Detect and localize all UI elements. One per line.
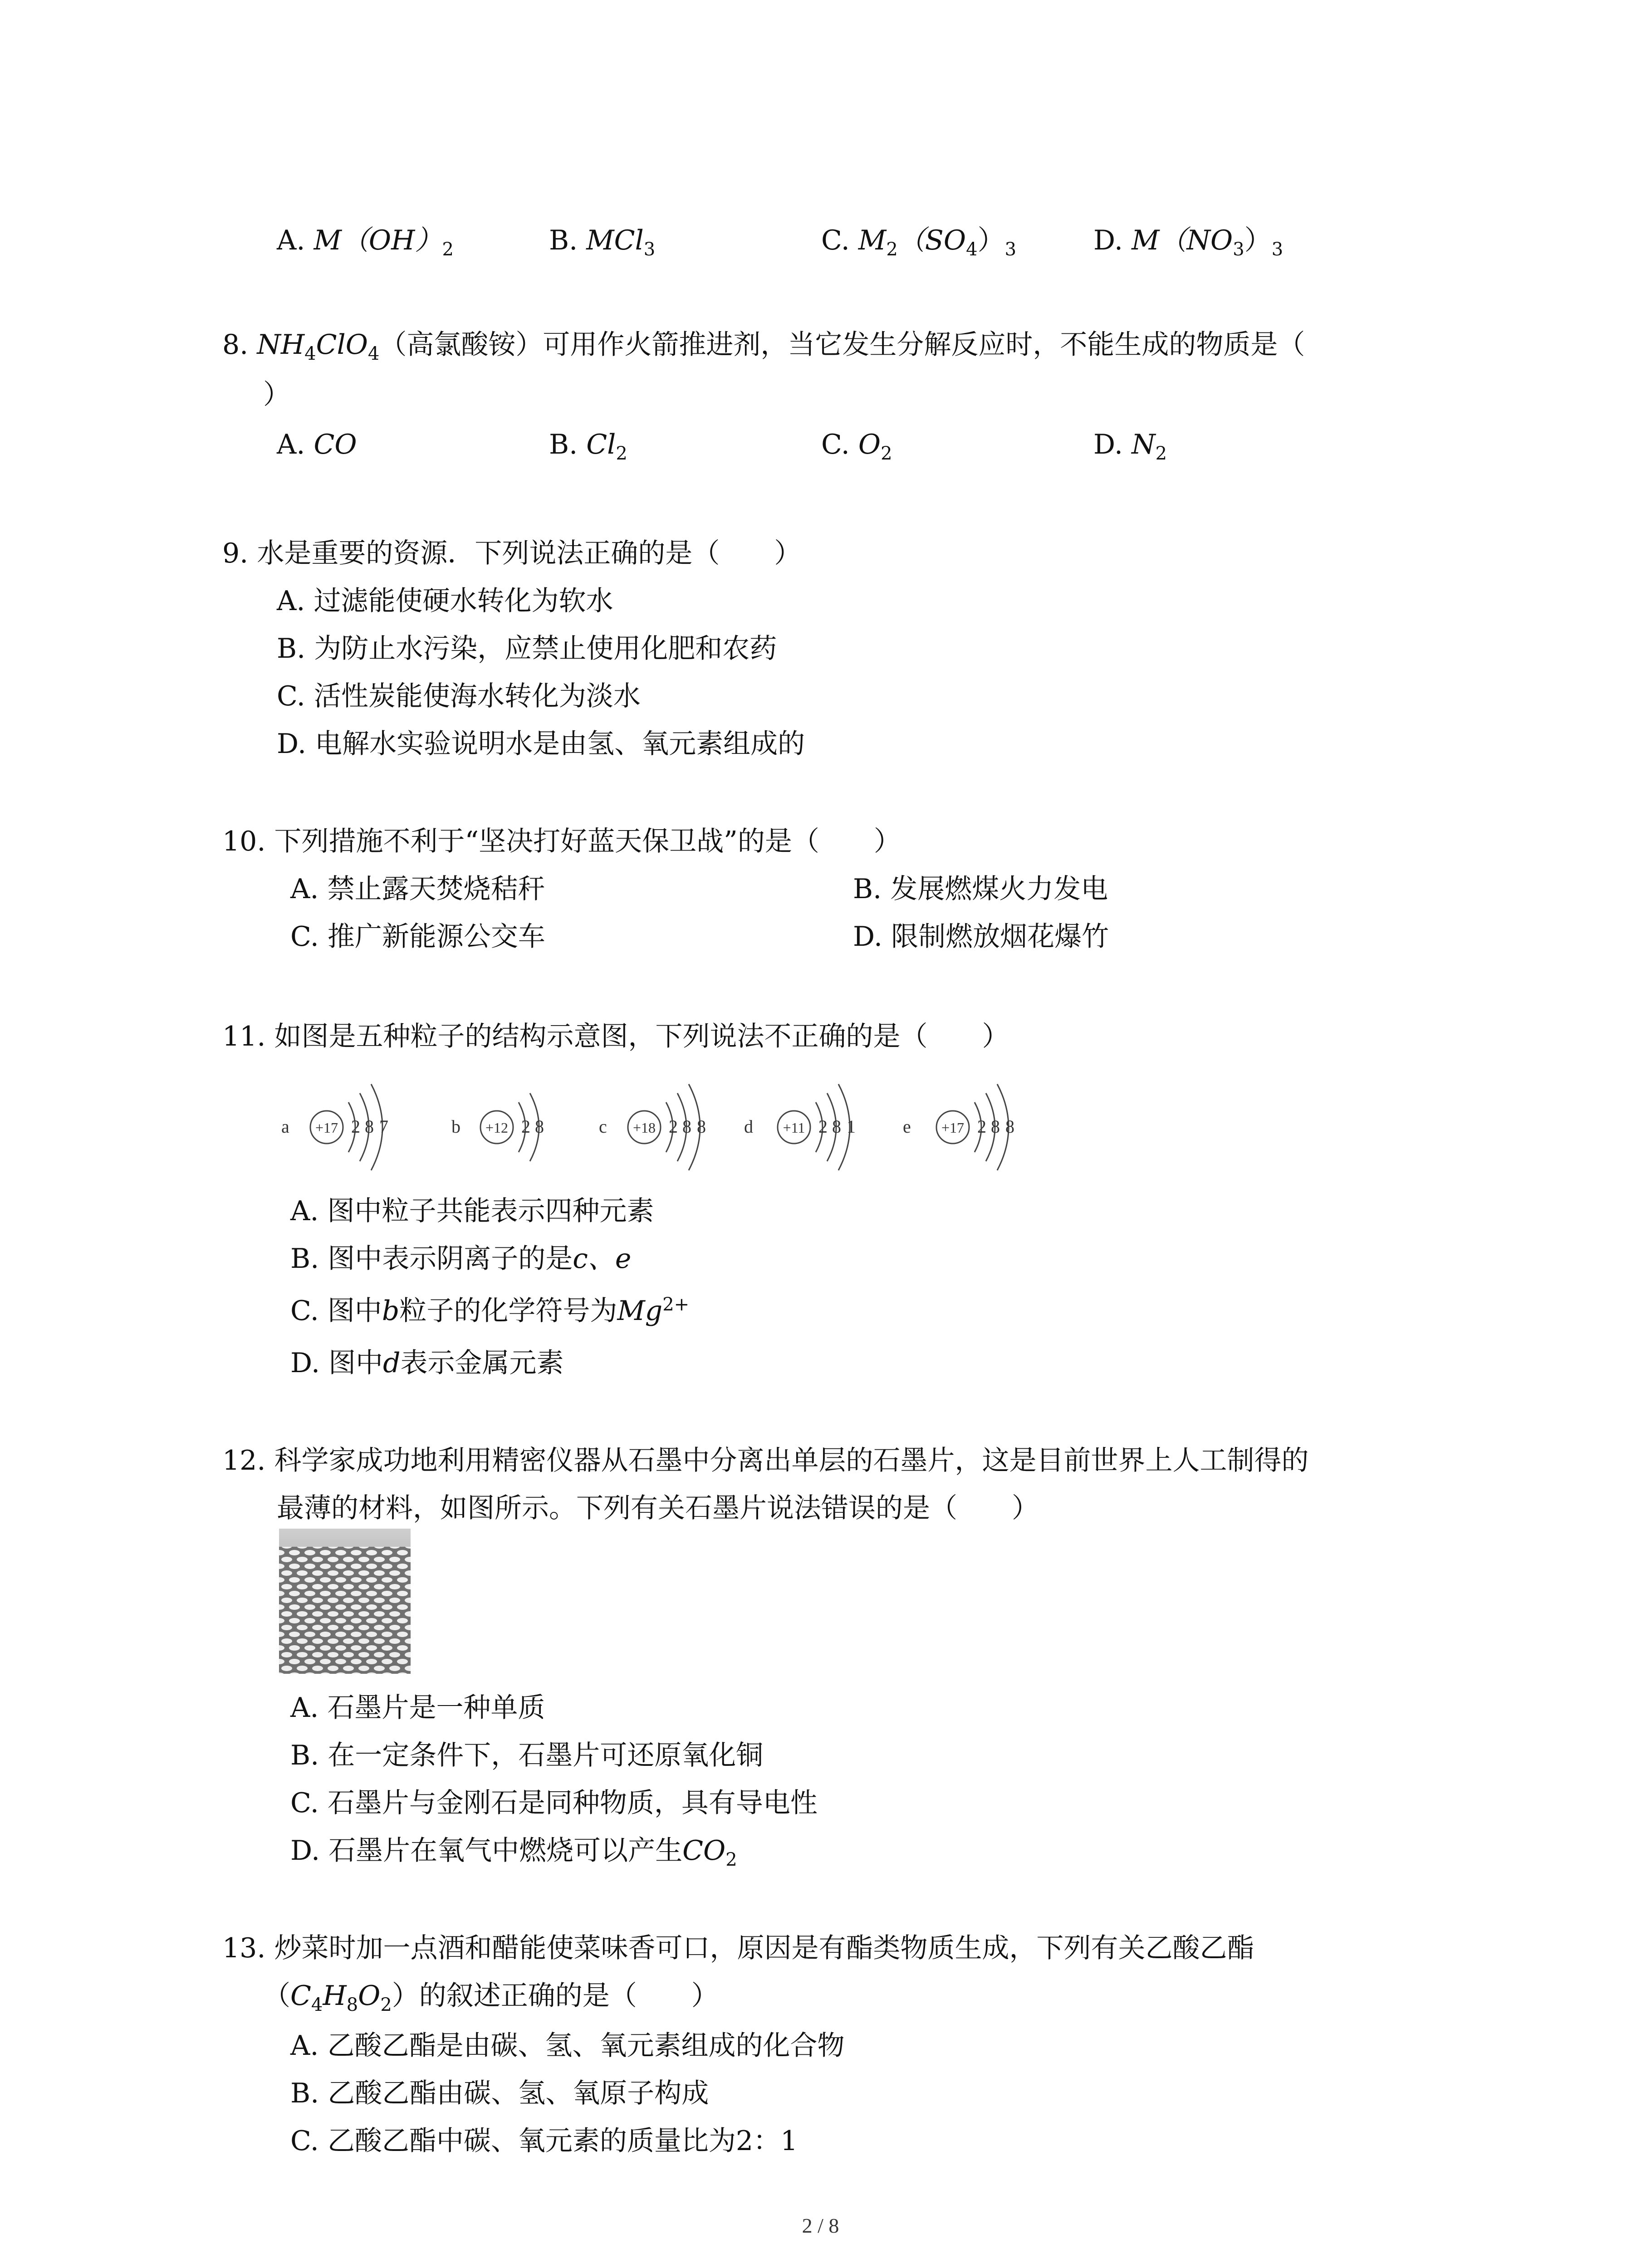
atom-a-nucleus: +17 [315,1119,338,1136]
atom-a-label: a [281,1116,289,1137]
q11-option-d [290,1345,564,1381]
q7-option-b-sub: 3 [643,239,656,260]
q11-option-b [290,1241,631,1277]
graphene-image [279,1529,411,1674]
q13-formula-h-sub: 8 [346,1994,358,2015]
q13-formula-o-sub: 2 [380,1994,392,2015]
q9-stem: 9. 水是重要的资源．下列说法正确的是（ ） [222,538,802,569]
q12-option-b: B. 在一定条件下，石墨片可还原氧化铜 [290,1740,764,1771]
q8-stem [222,327,1305,363]
page-number: 2 / 8 [802,2214,839,2237]
q12-option-d-text: D. 石墨片在氧气中燃烧可以产生 [290,1835,683,1867]
q8-option-c-formula: O [858,429,881,460]
q9-option-a: A. 过滤能使硬水转化为软水 [277,585,613,617]
atom-a-shell-2-count: 8 [365,1116,374,1137]
q13-formula-o: O [358,1980,381,2012]
q12-option-c: C. 石墨片与金刚石是同种物质，具有导电性 [290,1787,818,1819]
q11-stem: 11. 如图是五种粒子的结构示意图，下列说法不正确的是（ ） [222,1021,1009,1052]
atom-diagram-b [451,1093,544,1161]
q10-option-c: C. 推广新能源公交车 [290,921,545,953]
q8-option-a-label: A. [277,429,305,460]
q9-option-b: B. 为防止水污染，应禁止使用化肥和农药 [277,633,777,665]
q12-option-d [290,1833,737,1869]
q11-option-b-text: B. 图中表示阴离子的是 [290,1243,573,1275]
q10-option-a: A. 禁止露天焚烧秸秆 [290,873,545,905]
q7-option-c-sub-2: 4 [966,239,978,260]
q8-option-c-sub: 2 [881,443,892,464]
q8-option-a-formula: CO [314,429,357,460]
q8-option-a [277,426,357,463]
q8-formula-1-sub: 4 [304,343,316,364]
q7-option-c [821,222,1016,259]
q13-option-c: C. 乙酸乙酯中碳、氧元素的质量比为2：1 [290,2125,798,2157]
q8-option-d [1093,426,1167,463]
q12-option-d-sub: 2 [725,1849,737,1870]
q12-option-a: A. 石墨片是一种单质 [290,1692,545,1724]
q13-option-a: A. 乙酸乙酯是由碳、氢、氧元素组成的化合物 [290,2030,845,2062]
q11-option-c-symbol: Mg [617,1295,663,1327]
q7-option-c-sub-3: 3 [1004,239,1017,260]
q13-stem-close: ）的叙述正确的是（ ） [392,1980,719,2012]
atom-d-shell-2-count: 8 [832,1116,841,1137]
q12-stem-line-2: 最薄的材料，如图所示。下列有关石墨片说法错误的是（ ） [277,1492,1039,1524]
atom-e-nucleus: +17 [941,1119,965,1136]
q8-option-c [821,426,892,463]
atom-a-shell-3-count: 7 [379,1116,388,1137]
q7-option-b [549,222,655,259]
q12-stem-line-1: 12. 科学家成功地利用精密仪器从石墨中分离出单层的石墨片，这是目前世界上人工制得的 [222,1445,1309,1476]
q7-option-a-sub: 2 [442,239,454,260]
q10-option-d: D. 限制燃放烟花爆竹 [853,921,1109,953]
atom-c-shell-2-count: 8 [682,1116,691,1137]
q8-formula-2-sub: 4 [367,343,380,364]
q9-option-c: C. 活性炭能使海水转化为淡水 [277,680,641,712]
atom-c-shell-3-count: 8 [697,1116,706,1137]
q12-option-d-formula: CO [682,1835,726,1867]
q11-option-c-sup: 2+ [662,1294,690,1315]
atom-d-shell-3-count: 1 [847,1116,856,1137]
q7-option-c-sub-1: 2 [886,239,898,260]
q13-stem-line-1: 13. 炒菜时加一点酒和醋能使菜味香可口，原因是有酯类物质生成，下列有关乙酸乙酯 [222,1932,1254,1964]
atom-e-label: e [903,1116,911,1137]
q11-option-c-mid: 粒子的化学符号为 [399,1295,617,1327]
q8-option-b [549,426,627,463]
q7-option-c-formula-3: ） [977,225,1005,256]
q8-option-c-label: C. [821,429,850,460]
q11-option-a: A. 图中粒子共能表示四种元素 [290,1195,654,1227]
q7-option-b-label: B. [549,225,578,256]
q7-option-d-formula-2: ） [1244,225,1272,256]
atom-a-shell-1-count: 2 [351,1116,360,1137]
q8-number: 8. [222,329,249,361]
atom-c-nucleus: +18 [632,1119,656,1136]
atom-b-shell-1-count: 2 [521,1116,530,1137]
atom-d-label: d [744,1116,753,1137]
q11-option-c [290,1293,689,1329]
q8-formula-2: ClO [316,329,368,361]
q7-option-d [1093,222,1283,259]
q8-option-d-label: D. [1093,429,1123,460]
q7-option-d-label: D. [1093,225,1123,256]
atom-diagram-a [281,1084,388,1170]
q7-option-d-sub-2: 3 [1271,239,1283,260]
atom-diagram-d [744,1084,856,1170]
atom-e-shell-2-count: 8 [991,1116,1000,1137]
q8-option-b-formula: Cl [586,429,616,460]
q11-option-d-math: d [383,1347,401,1379]
q13-formula-h: H [323,1980,347,2012]
q7-option-a [277,222,454,259]
q13-open-paren: （ [263,1980,290,2012]
q8-stem-end: ） [263,379,290,411]
q9-option-d: D. 电解水实验说明水是由氢、氧元素组成的 [277,728,805,760]
atom-d-shell-1-count: 2 [818,1116,828,1137]
q11-option-d-text: D. 图中 [290,1347,383,1379]
q8-formula-1: NH [257,329,305,361]
q8-option-d-formula: N [1132,429,1156,460]
q7-option-b-formula: MCl [586,225,644,256]
q10-option-b: B. 发展燃煤火力发电 [853,873,1108,905]
atom-structure-diagrams [277,1059,1048,1195]
q13-option-b: B. 乙酸乙酯由碳、氢、氧原子构成 [290,2077,709,2109]
q13-formula-c-sub: 4 [311,1994,323,2015]
q11-option-c-math: b [382,1295,400,1327]
q13-formula-c: C [290,1980,311,2012]
atom-b-nucleus: +12 [485,1119,509,1136]
atom-e-shell-3-count: 8 [1005,1116,1014,1137]
atom-b-label: b [451,1116,460,1137]
atom-c-label: c [599,1116,607,1137]
q11-option-d-post: 表示金属元素 [400,1347,564,1379]
atom-c-shell-1-count: 2 [669,1116,678,1137]
q7-option-d-sub-1: 3 [1233,239,1244,260]
q7-option-c-label: C. [821,225,850,256]
q7-option-c-formula-1: M [858,225,887,256]
q11-option-c-text: C. 图中 [290,1295,382,1327]
q7-option-d-formula-1: M（NO [1132,225,1233,256]
q10-stem: 10. 下列措施不利于“坚决打好蓝天保卫战”的是（ ） [222,826,901,857]
q7-option-a-label: A. [277,225,305,256]
atom-b-shell-2-count: 8 [535,1116,544,1137]
q8-stem-text: （高氯酸铵）可用作火箭推进剂，当它发生分解反应时，不能生成的物质是（ [379,329,1305,361]
atom-e-shell-1-count: 2 [977,1116,986,1137]
q8-option-b-sub: 2 [616,443,627,464]
q8-option-d-sub: 2 [1155,443,1167,464]
q11-option-b-math: c、e [573,1243,632,1275]
atom-diagram-e [903,1084,1014,1170]
atom-d-nucleus: +11 [783,1119,805,1136]
q7-option-c-formula-2: （SO [897,225,966,256]
atom-diagram-c [599,1084,706,1170]
q13-stem-line-2 [263,1978,719,2014]
q7-option-a-formula: M（OH） [314,225,442,256]
q8-option-b-label: B. [549,429,578,460]
